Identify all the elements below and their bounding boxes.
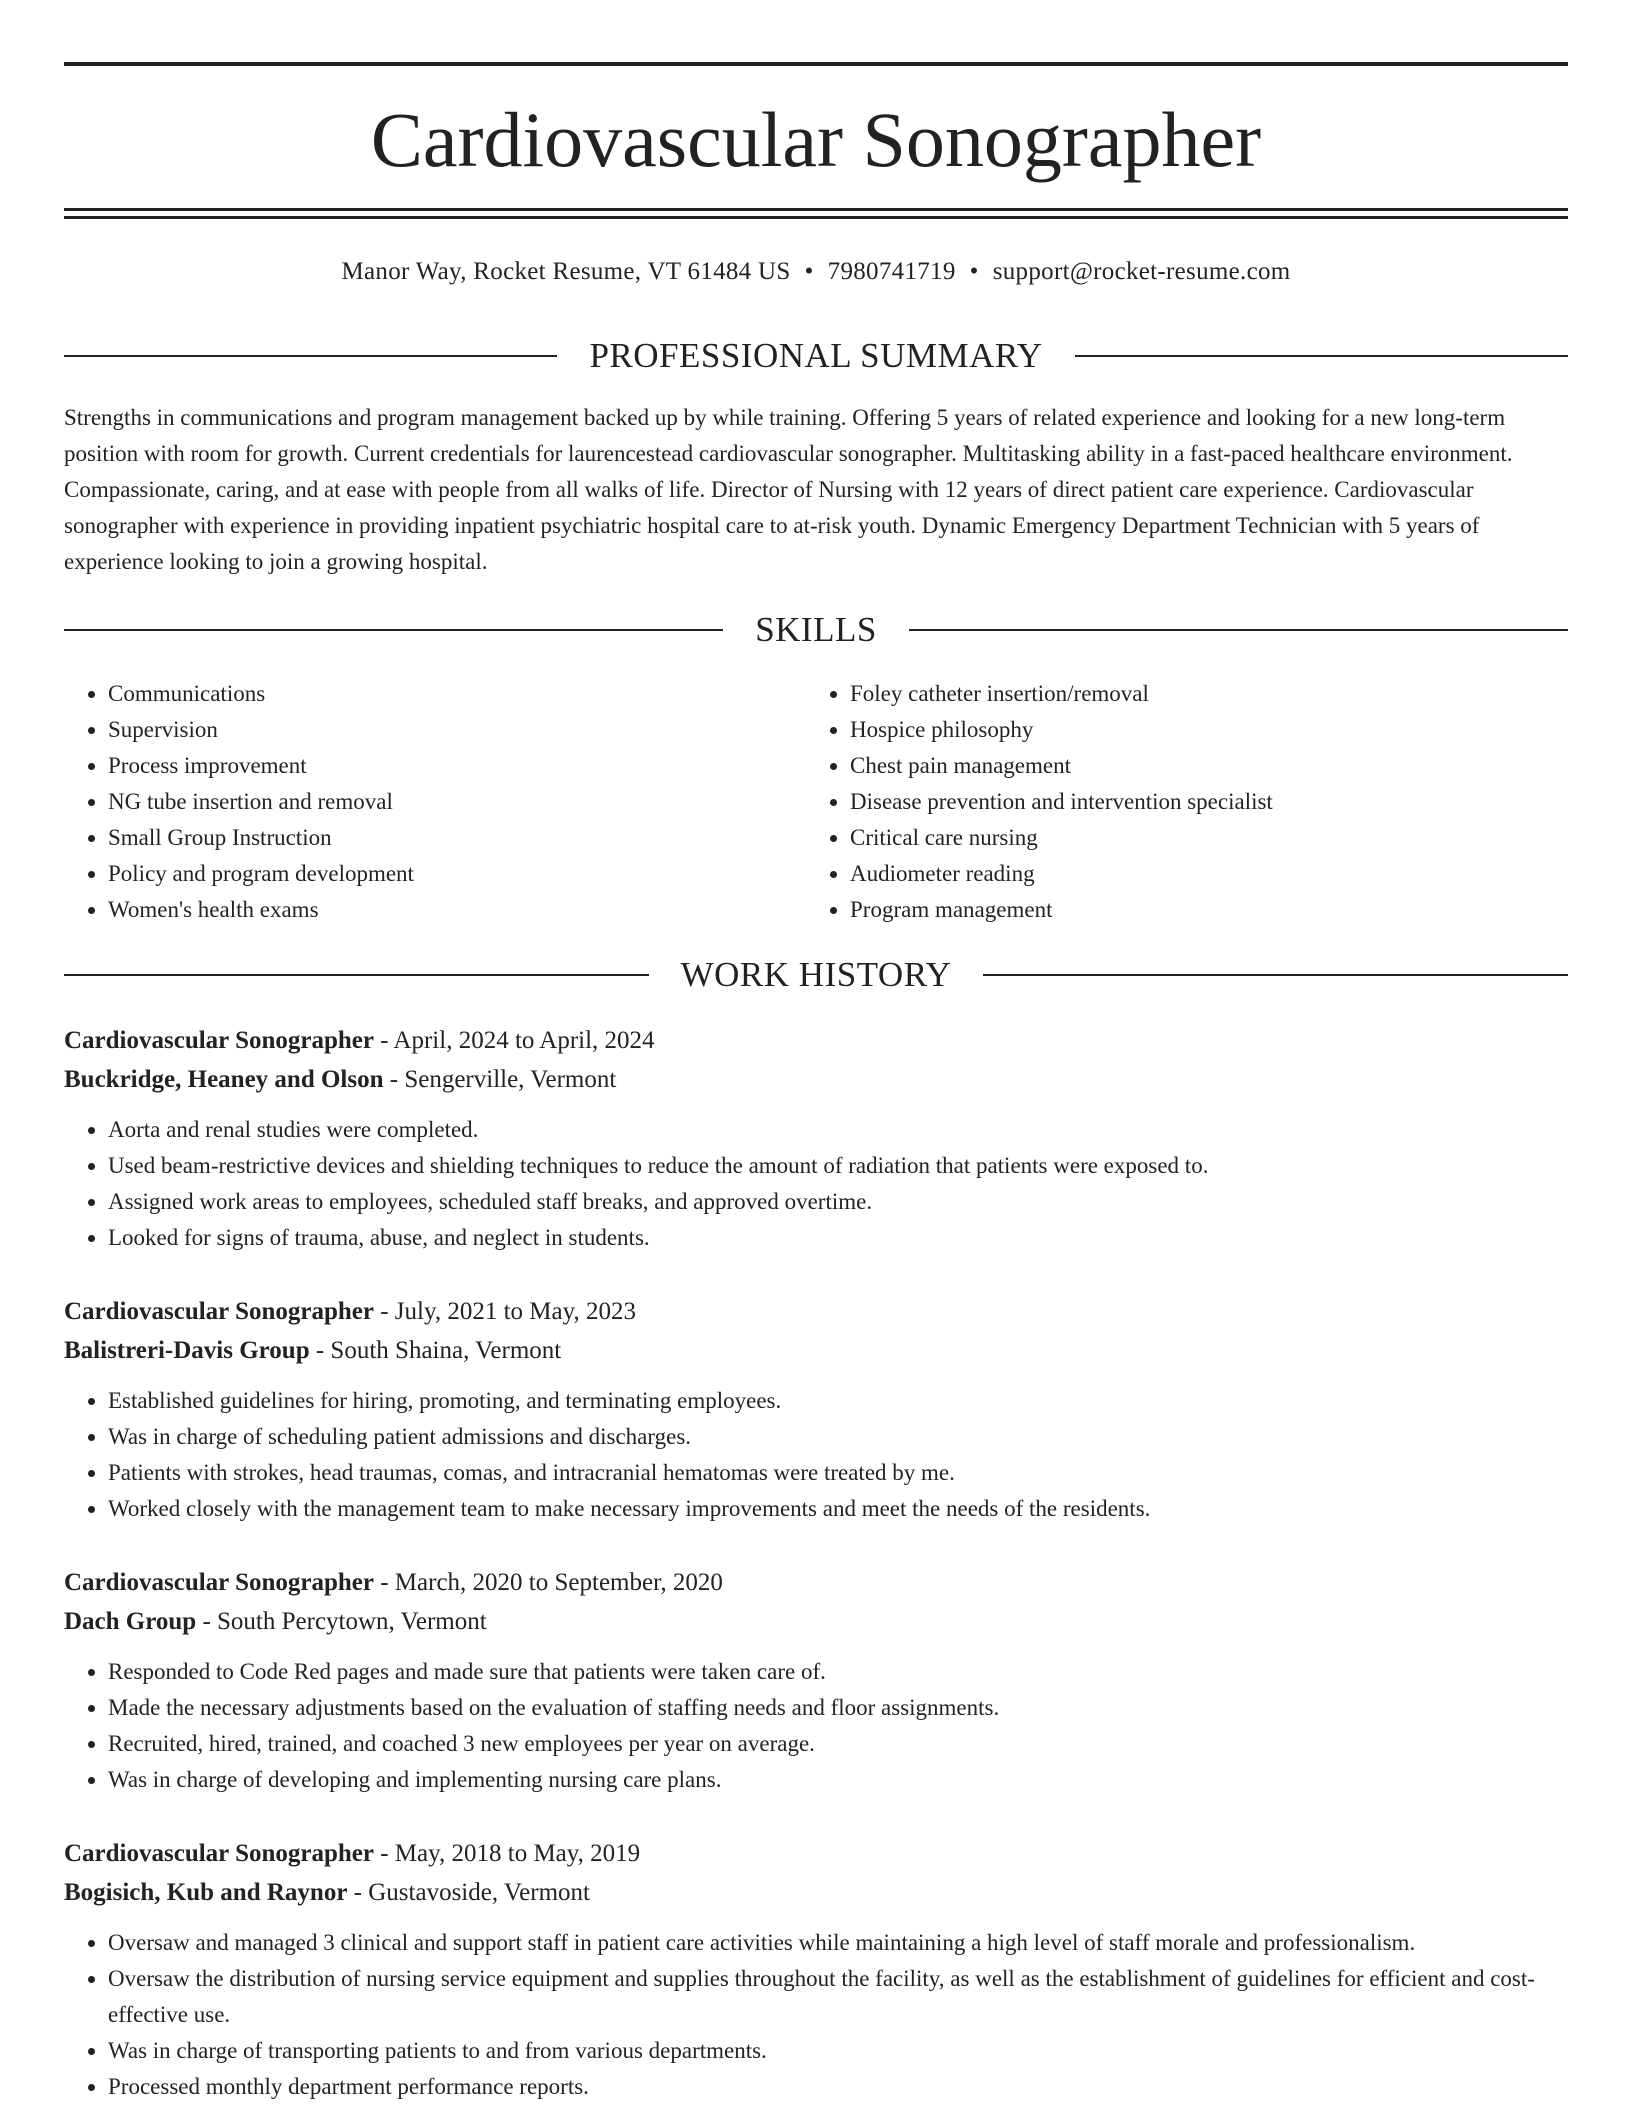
contact-line bbox=[0, 254, 1632, 290]
skill-item: • Chest pain management bbox=[850, 748, 1566, 784]
job-bullet: • Oversaw and managed 3 clinical and support staff in patient care activities while maintaining a high level of staff morale and professionalism. bbox=[108, 1925, 1568, 1961]
contact-email: support@rocket-resume.com bbox=[992, 258, 1291, 285]
skill-item: • Women's health exams bbox=[108, 892, 764, 928]
job-bullet: • Responded to Code Red pages and made sure that patients were taken care of. bbox=[108, 1654, 1568, 1690]
skill-item: • Foley catheter insertion/removal bbox=[850, 676, 1566, 712]
job-company: Bogisich, Kub and Raynor bbox=[64, 1879, 348, 1906]
skill-item: • Small Group Instruction bbox=[108, 820, 764, 856]
skill-item: • NG tube insertion and removal bbox=[108, 784, 764, 820]
job-bullet: • Was in charge of developing and implementing nursing care plans. bbox=[108, 1762, 1568, 1798]
job-dates: - July, 2021 to May, 2023 bbox=[373, 1298, 637, 1325]
job-bullet: • Aorta and renal studies were completed. bbox=[108, 1112, 1568, 1148]
job-dates: - April, 2024 to April, 2024 bbox=[373, 1027, 655, 1054]
job-location: - Sengerville, Vermont bbox=[383, 1066, 617, 1093]
job-location: - South Percytown, Vermont bbox=[196, 1608, 487, 1635]
skill-item: • Disease prevention and intervention specialist bbox=[850, 784, 1566, 820]
contact-phone: 7980741719 bbox=[827, 258, 956, 285]
job-role: Cardiovascular Sonographer bbox=[64, 1298, 374, 1325]
title-rule-upper bbox=[64, 208, 1568, 211]
job-role-line bbox=[64, 1292, 1568, 1331]
skills-title: SKILLS bbox=[755, 610, 877, 649]
job-location: - Gustavoside, Vermont bbox=[347, 1879, 590, 1906]
job-role: Cardiovascular Sonographer bbox=[64, 1569, 374, 1596]
heading-rule-left bbox=[64, 629, 723, 631]
job-role-line bbox=[64, 1021, 1568, 1060]
job-entry bbox=[64, 1563, 1568, 1798]
skill-item: • Process improvement bbox=[108, 748, 764, 784]
job-location: - South Shaina, Vermont bbox=[309, 1337, 562, 1364]
top-rule bbox=[64, 62, 1568, 66]
job-company-line bbox=[64, 1602, 1568, 1641]
job-bullet: • Was in charge of scheduling patient admissions and discharges. bbox=[108, 1419, 1568, 1455]
job-company-line bbox=[64, 1873, 1568, 1912]
job-bullet: • Processed monthly department performance reports. bbox=[108, 2069, 1568, 2105]
job-company: Balistreri-Davis Group bbox=[64, 1337, 310, 1364]
skills-column-left bbox=[64, 676, 764, 928]
job-bullet: • Made the necessary adjustments based on the evaluation of staffing needs and floor assignments. bbox=[108, 1690, 1568, 1726]
job-bullet: • Recruited, hired, trained, and coached 3 new employees per year on average. bbox=[108, 1726, 1568, 1762]
contact-separator: • bbox=[969, 258, 979, 285]
skill-item: • Communications bbox=[108, 676, 764, 712]
heading-rule-right bbox=[1075, 355, 1568, 357]
title-rule-lower bbox=[64, 216, 1568, 219]
heading-rule-left bbox=[64, 355, 557, 357]
heading-rule-left bbox=[64, 974, 649, 976]
summary-heading bbox=[64, 334, 1568, 378]
skill-item: • Program management bbox=[850, 892, 1566, 928]
skills-heading bbox=[64, 608, 1568, 652]
job-bullet: • Used beam-restrictive devices and shielding techniques to reduce the amount of radiation that patients were exposed to. bbox=[108, 1148, 1568, 1184]
page-title: Cardiovascular Sonographer bbox=[370, 96, 1262, 183]
job-company-line bbox=[64, 1060, 1568, 1099]
job-company: Dach Group bbox=[64, 1608, 197, 1635]
skill-item: • Supervision bbox=[108, 712, 764, 748]
job-bullet: • Was in charge of transporting patients to and from various departments. bbox=[108, 2033, 1568, 2069]
job-role: Cardiovascular Sonographer bbox=[64, 1840, 374, 1867]
job-bullet: • Established guidelines for hiring, promoting, and terminating employees. bbox=[108, 1383, 1568, 1419]
skill-item: • Audiometer reading bbox=[850, 856, 1566, 892]
work-heading bbox=[64, 953, 1568, 997]
job-dates: - March, 2020 to September, 2020 bbox=[373, 1569, 723, 1596]
job-entry bbox=[64, 1021, 1568, 1256]
job-role-line bbox=[64, 1563, 1568, 1602]
skill-item: • Critical care nursing bbox=[850, 820, 1566, 856]
skill-item: • Policy and program development bbox=[108, 856, 764, 892]
heading-rule-right bbox=[909, 629, 1568, 631]
job-entry bbox=[64, 1292, 1568, 1527]
skills-column-right bbox=[806, 676, 1566, 928]
contact-address: Manor Way, Rocket Resume, VT 61484 US bbox=[341, 258, 791, 285]
job-bullet: • Patients with strokes, head traumas, comas, and intracranial hematomas were treated by me. bbox=[108, 1455, 1568, 1491]
job-bullet: • Oversaw the distribution of nursing service equipment and supplies throughout the facility, as well as the establishment of guidelines for efficient and cost-effective use. bbox=[108, 1961, 1568, 2033]
work-title: WORK HISTORY bbox=[680, 955, 952, 994]
job-dates: - May, 2018 to May, 2019 bbox=[373, 1840, 641, 1867]
contact-separator: • bbox=[804, 258, 814, 285]
skill-item: • Hospice philosophy bbox=[850, 712, 1566, 748]
job-entry bbox=[64, 1834, 1568, 2105]
job-company-line bbox=[64, 1331, 1568, 1370]
summary-text: Strengths in communications and program management backed up by while training. Offering 5 years of related experience and looking for a new long-term position with room for growth. Current credentials for laurencestead cardiovascular sonographer. Multitasking ability in a fast-paced healthcare environment. Compassionate, caring, and at ease with people from all walks of life. Director of Nursing with 12 years of direct patient care experience. Cardiovascular sonographer with experience in providing inpatient psychiatric hospital care to at-risk youth. Dynamic Emergency Department Technician with 5 years of experience looking to join a growing hospital. bbox=[64, 405, 1513, 574]
job-bullet: • Worked closely with the management team to make necessary improvements and meet the needs of the residents. bbox=[108, 1491, 1568, 1527]
heading-rule-right bbox=[983, 974, 1568, 976]
summary-title: PROFESSIONAL SUMMARY bbox=[589, 336, 1043, 375]
job-company: Buckridge, Heaney and Olson bbox=[64, 1066, 384, 1093]
job-role-line bbox=[64, 1834, 1568, 1873]
job-bullet: • Assigned work areas to employees, scheduled staff breaks, and approved overtime. bbox=[108, 1184, 1568, 1220]
job-role: Cardiovascular Sonographer bbox=[64, 1027, 374, 1054]
job-bullet: • Looked for signs of trauma, abuse, and neglect in students. bbox=[108, 1220, 1568, 1256]
